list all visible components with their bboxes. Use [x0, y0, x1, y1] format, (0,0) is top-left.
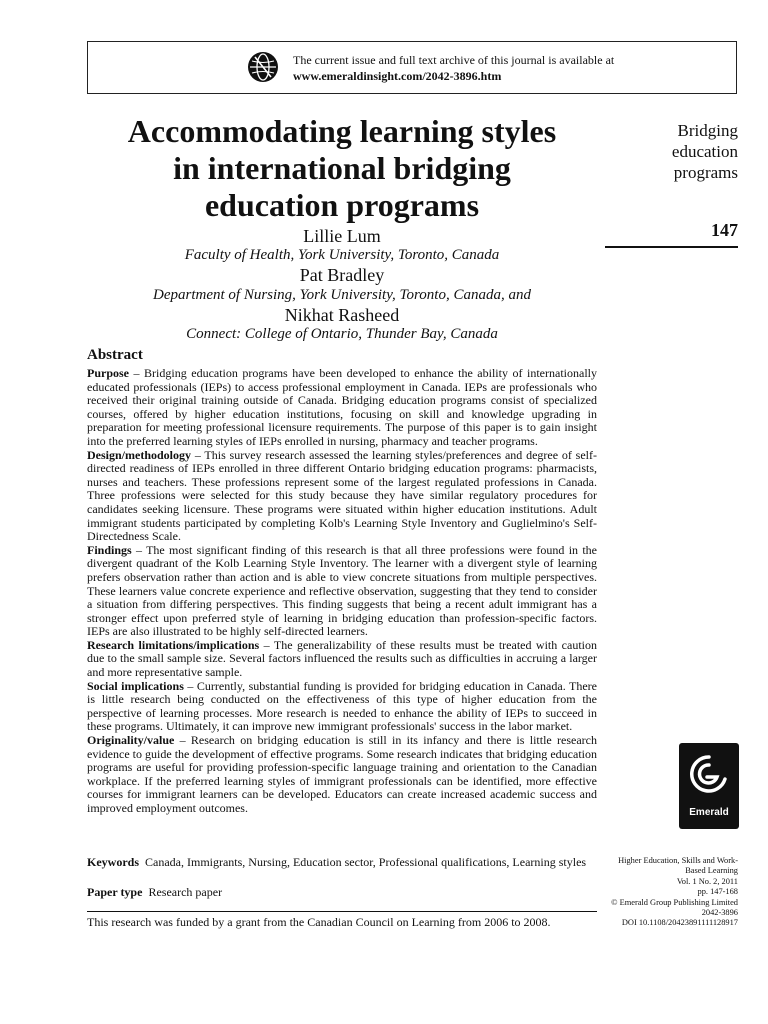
- journal-info-line: 2042-3896: [701, 908, 738, 918]
- section-text: – The most significant finding of this research is that all three professions were found in the divergent quadrant of the Kolb Learning Style Inventory. The learner with a divergent style of learning prefers observation rather than action and is able to view concrete situations from multiple perspectives. These learners value concrete experience and reflective observation, suggesting that they tend to consider a situation from differing perspectives. This finding suggests that being a recent adult immigrant has a stronger effect upon preferred style of learning in bridging education than profession-specific factors. IEPs are also illustrated to be highly self-directed learners.: [87, 542, 597, 639]
- abstract-section-design: [87, 449, 597, 544]
- title-line: education programs: [204, 187, 480, 223]
- abstract-section-purpose: [87, 367, 597, 449]
- section-label: Purpose: [87, 366, 129, 380]
- abstract-section-social: [87, 680, 597, 734]
- abstract-section-findings: [87, 544, 597, 639]
- section-text: – Research on bridging education is still in its infancy and there is little research evidence to guide the development of effective programs. Some research indicates that bridging education programs are useful for providing profession-specific language training and orientation to the Canadian workplace. If the preferred learning styles of immigrant professionals can be identified, more effective courses for immigrant learners can be developed. Educators can create increased academic success and improved employment outcomes.: [87, 733, 597, 815]
- journal-info-line: pp. 147-168: [697, 887, 738, 897]
- globe-icon: [247, 51, 279, 83]
- paper-type-label: Paper type: [87, 885, 143, 899]
- section-label: Design/methodology: [87, 447, 192, 462]
- keywords: [87, 855, 597, 869]
- author-name: Pat Bradley: [299, 265, 385, 285]
- emerald-logo-text: Emerald: [689, 807, 729, 818]
- paper-type-text: Research paper: [148, 885, 223, 899]
- journal-info-line: Based Learning: [685, 866, 738, 876]
- journal-info-line: © Emerald Group Publishing Limited: [611, 897, 738, 907]
- section-label: Social implications: [87, 678, 184, 693]
- section-text: – The generalizability of these results must be treated with caution due to the small sample size. Several factors influenced the results such as difficulties in accruing a larger and more representative sample.: [87, 637, 598, 680]
- running-title-line: programs: [673, 163, 738, 182]
- paper-title: [87, 113, 597, 224]
- journal-info-line: Vol. 1 No. 2, 2011: [676, 876, 738, 886]
- funding-footnote: This research was funded by a grant from the Canadian Council on Learning from 2006 to 2008.: [87, 915, 551, 929]
- journal-info-line: DOI 10.1108/20423891111128917: [621, 918, 738, 928]
- author-name: Nikhat Rasheed: [284, 305, 400, 325]
- section-label: Originality/value: [87, 733, 175, 748]
- abstract-section-originality: [87, 734, 597, 816]
- running-title-line: education: [671, 142, 738, 161]
- section-label: Findings: [87, 542, 132, 557]
- title-line: Accommodating learning styles: [127, 113, 557, 149]
- journal-availability-text: The current issue and full text archive of this journal is available at: [293, 53, 615, 67]
- journal-info: [600, 856, 738, 929]
- section-text: – Bridging education programs have been developed to enhance the ability of internationally educated professionals (IEPs) to access professional employment in Canada. IEPs are professionals who received their original training outside of Canada. Bridging education programs consist of specialized courses, offered by higher education institutions, focusing on skill and knowledge upgrading in preparation for meeting professional licensure requirements. The purpose of this paper is to gain insight into the preferred learning styles of IEPs enrolled in nursing, pharmacy and teacher programs.: [87, 366, 597, 448]
- abstract-section-limitations: [87, 639, 597, 680]
- emerald-logo: [679, 743, 739, 829]
- keywords-label: Keywords: [87, 855, 139, 869]
- footnote-divider: [87, 911, 597, 912]
- running-title-line: Bridging: [677, 121, 738, 140]
- keywords-text: Canada, Immigrants, Nursing, Education sector, Professional qualifications, Learning styles: [145, 855, 587, 869]
- abstract-body: [87, 367, 597, 816]
- author-affiliation: Faculty of Health, York University, Toronto, Canada: [184, 247, 500, 263]
- journal-url-link[interactable]: www.emeraldinsight.com/2042-3896.htm: [293, 69, 502, 83]
- author-affiliation: Connect: College of Ontario, Thunder Bay, Canada: [186, 326, 498, 342]
- section-label: Research limitations/implications: [87, 637, 260, 652]
- section-text: – Currently, substantial funding is provided for bridging education in Canada. There is little research being conducted on the effectiveness of this type of higher education from the perspective of learning processes. More research is needed to enhance the ability of IEPs to succeed in these programs. Ultimately, it can improve new immigrant professionals' success in the labor market.: [87, 678, 597, 734]
- journal-availability-box: [87, 41, 737, 94]
- journal-info-line: Higher Education, Skills and Work-: [618, 856, 738, 865]
- title-line: in international bridging: [173, 150, 511, 186]
- page-number: 147: [711, 220, 738, 240]
- paper-type: [87, 885, 597, 899]
- section-text: – This survey research assessed the learning styles/preferences and degree of self-directed readiness of IEPs enrolled in three different Ontario bridging education programs: pharmacists, nurses and teachers. These professions represent some of the largest regulated professions in Canada. Three professions were selected for this study because they have similar regulatory procedures for candidates seeking licensure. These programs were situated within higher education institutions. Adult immigrant students participated by completing Kolb's Learning Style Inventory and Guglielmino's Self-Directedness Scale.: [87, 447, 597, 544]
- author-affiliation: Department of Nursing, York University, Toronto, Canada, and: [153, 287, 531, 303]
- emerald-swirl-icon: [689, 753, 729, 799]
- author-name: Lillie Lum: [303, 226, 381, 246]
- running-title: [610, 120, 738, 183]
- side-divider: [605, 246, 738, 248]
- abstract-heading: Abstract: [87, 347, 143, 363]
